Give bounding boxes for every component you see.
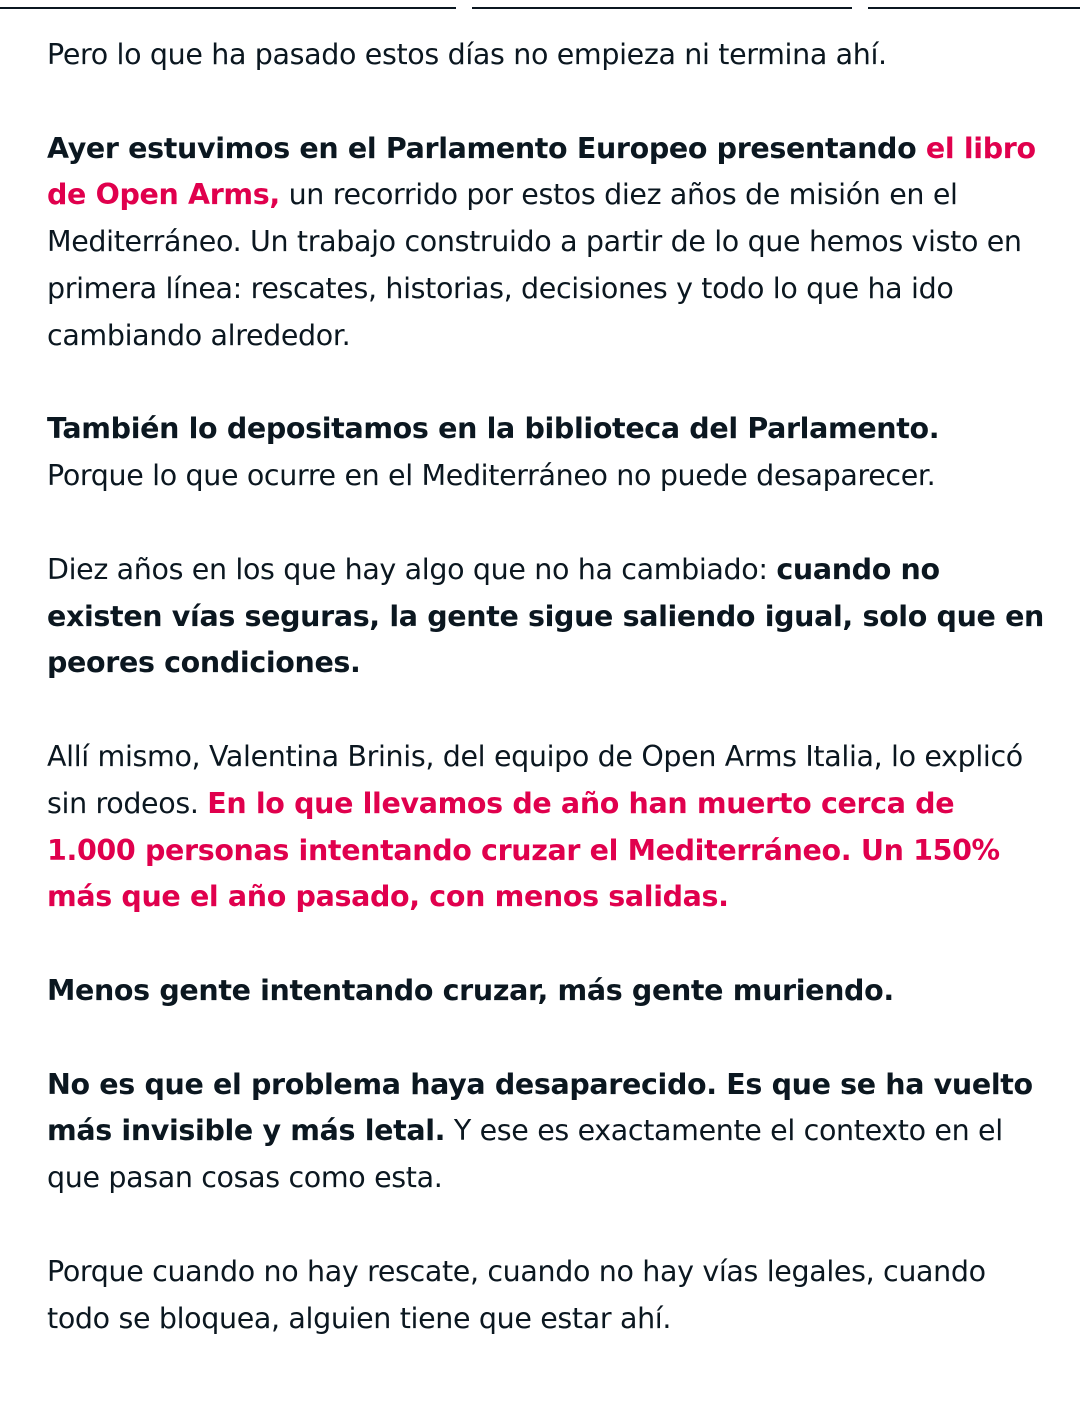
- bold-text: No es que el problema haya desaparecido. Es que se ha vuelto más invisible y más letal.: [47, 1067, 1033, 1148]
- paragraph-european-parliament: [47, 126, 1047, 360]
- paragraph-valentina-brinis: [47, 734, 1047, 921]
- paragraph-text: Porque lo que ocurre en el Mediterráneo no puede desaparecer.: [47, 459, 936, 493]
- bold-text: Menos gente intentando cruzar, más gente muriendo.: [47, 973, 894, 1007]
- paragraph-ten-years: [47, 547, 1047, 687]
- article-body: [47, 32, 1047, 1389]
- paragraph-text: Diez años en los que hay algo que no ha cambiado:: [47, 552, 777, 586]
- paragraph-text: Allí mismo, Valentina Brinis, del equipo de Open Arms Italia, lo explicó sin rodeos.: [47, 739, 1023, 820]
- paragraph-closing: [47, 1249, 1047, 1343]
- paragraph-text: Y ese es exactamente el contexto en el que pasan cosas como esta.: [47, 1114, 1003, 1195]
- paragraph-intro: [47, 32, 1047, 79]
- paragraph-fewer-crossing: [47, 968, 1047, 1015]
- cropped-text-fragment: [472, 7, 852, 9]
- book-link[interactable]: el libro de Open Arms,: [47, 131, 1036, 212]
- paragraph-invisible-lethal: [47, 1062, 1047, 1202]
- bold-text: Ayer estuvimos en el Parlamento Europeo presentando: [47, 131, 926, 165]
- paragraph-library: [47, 406, 1047, 500]
- paragraph-text: Porque cuando no hay rescate, cuando no hay vías legales, cuando todo se bloquea, alguien tiene que estar ahí.: [47, 1254, 986, 1335]
- bold-text: También lo depositamos en la biblioteca del Parlamento.: [47, 412, 940, 446]
- cropped-text-fragment: [0, 7, 456, 9]
- paragraph-text: un recorrido por estos diez años de misión en el Mediterráneo. Un trabajo construido a partir de lo que hemos visto en primera línea: rescates, historias, decisiones y todo lo que ha ido cambiando alrededor.: [47, 178, 1022, 352]
- cropped-previous-text-strip: [0, 0, 1080, 12]
- cropped-text-fragment: [868, 7, 1080, 9]
- highlighted-statistic: En lo que llevamos de año han muerto cerca de 1.000 personas intentando cruzar el Mediterráneo. Un 150% más que el año pasado, con menos salidas.: [47, 786, 1000, 914]
- bold-text: cuando no existen vías seguras, la gente sigue saliendo igual, solo que en peores condiciones.: [47, 552, 1044, 680]
- paragraph-text: Pero lo que ha pasado estos días no empieza ni termina ahí.: [47, 38, 887, 71]
